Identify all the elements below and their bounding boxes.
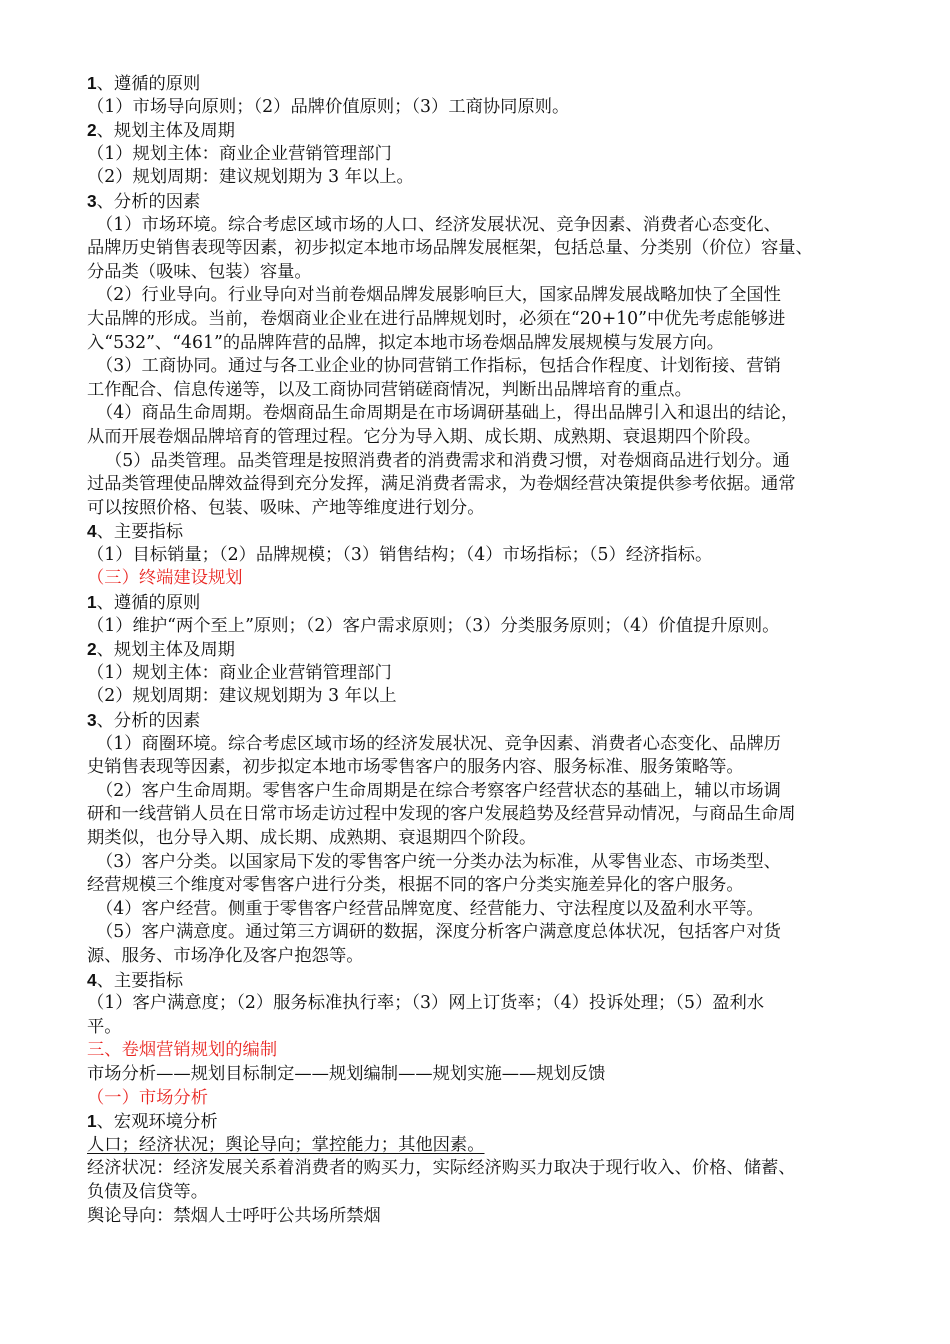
body-line: 大品牌的形成。当前，卷烟商业企业在进行品牌规划时，必须在“20+10”中优先考虑能够进 (87, 308, 786, 329)
body-line: （1）规划主体：商业企业营销管理部门 (87, 143, 392, 164)
heading-number: 3 (87, 190, 97, 211)
body-line: 负债及信贷等。 (87, 1181, 208, 1202)
heading-text: 、分析的因素 (96, 191, 201, 212)
document-page (87, 72, 887, 1228)
body-line: 可以按照价格、包装、吸味、产地等维度进行划分。 (87, 497, 485, 518)
body-line: （1）规划主体：商业企业营销管理部门 (87, 662, 392, 683)
body-line: 源、服务、市场净化及客户抱怨等。 (87, 945, 364, 966)
body-line: （4）商品生命周期。卷烟商品生命周期是在市场调研基础上，得出品牌引入和退出的结论， (96, 403, 799, 424)
heading-text: 、分析的因素 (96, 711, 201, 732)
body-line: 过品类管理使品牌效益得到充分发挥，满足消费者需求，为卷烟经营决策提供参考依据。通常 (87, 474, 796, 495)
heading-text: 、规划主体及周期 (96, 121, 235, 142)
body-line: 从而开展卷烟品牌培育的管理过程。它分为导入期、成长期、成熟期、衰退期四个阶段。 (87, 426, 761, 447)
heading-text: 、遵循的原则 (96, 593, 201, 614)
body-line: 舆论导向：禁烟人士呼吁公共场所禁烟 (87, 1205, 381, 1226)
body-line: （2）规划周期：建议规划期为 3 年以上 (87, 686, 397, 707)
body-line: 平。 (87, 1016, 122, 1037)
heading-text: 、主要指标 (96, 970, 184, 991)
body-line: （1）维护“两个至上”原则；（2）客户需求原则；（3）分类服务原则；（4）价值提升原则。 (87, 615, 780, 636)
body-line: 市场分析——规划目标制定——规划编制——规划实施——规划反馈 (87, 1063, 606, 1084)
heading-number: 4 (87, 969, 97, 990)
heading-text: 、遵循的原则 (96, 74, 201, 94)
body-line: （2）规划周期：建议规划期为 3 年以上。 (87, 167, 414, 188)
section-heading (87, 969, 887, 993)
body-line: 经济状况：经济发展关系着消费者的购买力，实际经济购买力取决于现行收入、价格、储蓄、 (87, 1158, 796, 1179)
body-line: （4）客户经营。侧重于零售客户经营品牌宽度、经营能力、守法程度以及盈利水平等。 (96, 898, 764, 919)
heading-text: 、宏观环境分析 (96, 1112, 218, 1133)
body-line: （5）客户满意度。通过第三方调研的数据，深度分析客户满意度总体状况，包括客户对货 (96, 922, 781, 943)
underlined-line: 人口；经济状况；舆论导向；掌控能力；其他因素。 (87, 1134, 485, 1155)
section-heading (87, 520, 887, 544)
body-line: 分品类（吸味、包装）容量。 (87, 261, 312, 282)
body-line: （1）商圈环境。综合考虑区域市场的经济发展状况、竞争因素、消费者心态变化、品牌历 (96, 733, 781, 754)
body-line: 研和一线营销人员在日常市场走访过程中发现的客户发展趋势及经营异动情况，与商品生命周 (87, 804, 796, 825)
body-line: （5）品类管理。品类管理是按照消费者的消费需求和消费习惯，对卷烟商品进行划分。通 (105, 450, 790, 471)
body-line: 入“532”、“461”的品牌阵营的品牌，拟定本地市场卷烟品牌发展规模与发展方向。 (87, 332, 725, 353)
section-heading (87, 72, 887, 96)
section-heading (87, 591, 887, 615)
chapter-heading: （三）终端建设规划 (87, 568, 243, 589)
body-line: （1）市场导向原则；（2）品牌价值原则；（3）工商协同原则。 (87, 96, 570, 117)
body-line: 品牌历史销售表现等因素，初步拟定本地市场品牌发展框架，包括总量、分类别（价位）容量、 (87, 238, 813, 259)
body-line: （1）目标销量；（2）品牌规模；（3）销售结构；（4）市场指标；（5）经济指标。 (87, 544, 713, 565)
heading-number: 1 (87, 1111, 97, 1132)
heading-number: 2 (87, 639, 97, 660)
section-heading (87, 638, 887, 662)
heading-number: 1 (87, 73, 97, 93)
body-line: 史销售表现等因素，初步拟定本地市场零售客户的服务内容、服务标准、服务策略等。 (87, 757, 744, 778)
section-heading (87, 190, 887, 214)
body-line: 期类似，也分导入期、成长期、成熟期、衰退期四个阶段。 (87, 828, 537, 848)
chapter-heading: （一）市场分析 (87, 1087, 208, 1108)
section-heading (87, 709, 887, 733)
body-line: 工作配合、信息传递等，以及工商协同营销磋商情况，判断出品牌培育的重点。 (87, 379, 692, 400)
section-heading (87, 1110, 887, 1134)
heading-number: 2 (87, 120, 97, 141)
heading-number: 4 (87, 521, 97, 542)
chapter-heading: 三、卷烟营销规划的编制 (87, 1040, 278, 1061)
heading-number: 3 (87, 710, 97, 731)
body-line: 经营规模三个维度对零售客户进行分类，根据不同的客户分类实施差异化的客户服务。 (87, 875, 744, 896)
body-line: （1）客户满意度；（2）服务标准执行率；（3）网上订货率；（4）投诉处理；（5）盈利水 (87, 993, 765, 1014)
body-line: （3）客户分类。以国家局下发的零售客户统一分类办法为标准，从零售业态、市场类型、 (96, 851, 781, 872)
section-heading (87, 119, 887, 143)
body-line: （2）行业导向。行业导向对当前卷烟品牌发展影响巨大，国家品牌发展战略加快了全国性 (96, 285, 781, 306)
heading-text: 、主要指标 (96, 522, 184, 543)
body-line: （3）工商协同。通过与各工业企业的协同营销工作指标，包括合作程度、计划衔接、营销 (96, 356, 781, 377)
heading-text: 、规划主体及周期 (96, 640, 235, 661)
body-line: （2）客户生命周期。零售客户生命周期是在综合考察客户经营状态的基础上，辅以市场调 (96, 780, 781, 801)
heading-number: 1 (87, 592, 97, 613)
body-line: （1）市场环境。综合考虑区域市场的人口、经济发展状况、竞争因素、消费者心态变化、 (96, 214, 781, 235)
